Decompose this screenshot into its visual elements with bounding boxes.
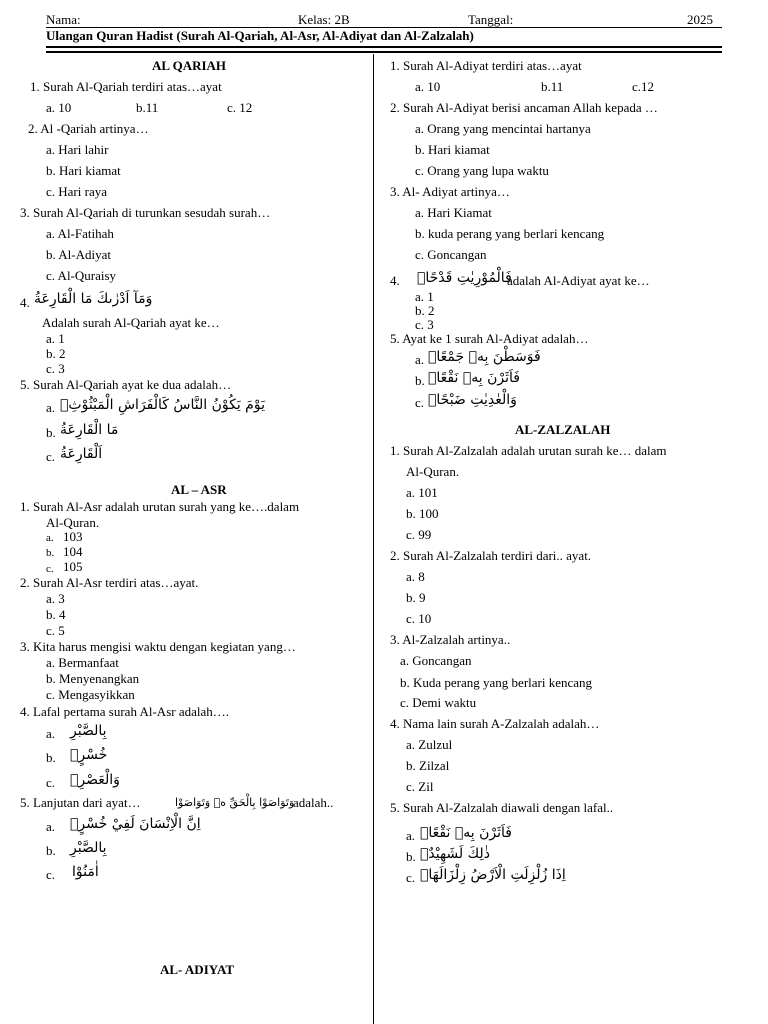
question: 3. Al-Zalzalah artinya.. bbox=[390, 632, 511, 647]
section-title-asr: AL – ASR bbox=[171, 482, 227, 497]
arabic-verse: وَمَآ اَدْرٰىكَ مَا الْقَارِعَةُ bbox=[34, 291, 153, 307]
option-letter: c. bbox=[415, 395, 425, 410]
arabic-option: مَا الْقَارِعَةُ bbox=[60, 422, 119, 438]
option-letter: c. bbox=[46, 563, 54, 575]
question: 1. Surah Al-Asr adalah urutan surah yang ke….dalam bbox=[20, 499, 300, 514]
option: b.11 bbox=[136, 100, 159, 115]
arabic-option: اِنَّ الْاِنْسَانَ لَفِيْ خُسْرٍۙ bbox=[70, 816, 201, 832]
option: b. 2 bbox=[415, 303, 435, 318]
option: b. Zilzal bbox=[406, 758, 450, 773]
arabic-option: وَالْعَصْرِۙ bbox=[70, 772, 120, 788]
option: c. Orang yang lupa waktu bbox=[415, 163, 549, 178]
section-title-adiyat: AL- ADIYAT bbox=[160, 962, 235, 977]
option: a. Goncangan bbox=[400, 653, 472, 668]
arabic-option: فَوَسَطْنَ بِهٖ جَمْعًاۙ bbox=[428, 349, 541, 365]
option: a. Bermanfaat bbox=[46, 655, 119, 670]
arabic-option: خُسْرٍۙ bbox=[70, 747, 108, 763]
question: 3. Kita harus mengisi waktu dengan kegiatan yang… bbox=[20, 639, 296, 654]
option: b. Menyenangkan bbox=[46, 671, 140, 686]
option: a. 3 bbox=[46, 591, 65, 606]
option: b. 2 bbox=[46, 346, 66, 361]
option-letter: c. bbox=[46, 449, 56, 464]
arabic-option: ذٰلِكَ لَشَهِيْدٌۚ bbox=[420, 846, 490, 862]
question: 3. Al- Adiyat artinya… bbox=[390, 184, 510, 199]
arabic-option: يَوْمَ يَكُوْنُ النَّاسُ كَالْفَرَاشِ الْمَبْثُوْثِۙ bbox=[60, 397, 265, 413]
arabic-option: وَالْعٰدِيٰتِ ضَبْحًاۙ bbox=[428, 392, 517, 408]
arabic-option: بِالصَّبْرِ bbox=[70, 840, 107, 856]
option: c. 5 bbox=[46, 623, 65, 638]
option: b. 9 bbox=[406, 590, 426, 605]
question: adalah Al-Adiyat ayat ke… bbox=[507, 273, 650, 288]
column-divider bbox=[373, 54, 374, 1024]
question: 2. Surah Al-Zalzalah terdiri dari.. ayat. bbox=[390, 548, 592, 563]
question: 4. Lafal pertama surah Al-Asr adalah…. bbox=[20, 704, 230, 719]
option-letter: a. bbox=[406, 828, 416, 843]
question-number: 4. bbox=[20, 295, 30, 310]
section-title-zalzalah: AL-ZALZALAH bbox=[515, 422, 611, 437]
option: a. 10 bbox=[415, 79, 441, 94]
question: 2. Al -Qariah artinya… bbox=[28, 121, 149, 136]
option: c. Demi waktu bbox=[400, 695, 477, 710]
option-letter: a. bbox=[46, 400, 56, 415]
nama-label: Nama: bbox=[46, 12, 81, 27]
option: a. Zulzul bbox=[406, 737, 453, 752]
kelas-label: Kelas: 2B bbox=[298, 12, 350, 27]
question-continued: Al-Quran. bbox=[46, 515, 100, 530]
option-letter: b. bbox=[415, 373, 425, 388]
option: 105 bbox=[63, 559, 83, 574]
option-letter: b. bbox=[46, 843, 56, 858]
question: Adalah surah Al-Qariah ayat ke… bbox=[42, 315, 220, 330]
option: 104 bbox=[63, 544, 83, 559]
option-letter: b. bbox=[46, 425, 56, 440]
option: c. Al-Quraisy bbox=[46, 268, 117, 283]
option: c. 10 bbox=[406, 611, 432, 626]
question-continued: Al-Quran. bbox=[406, 464, 460, 479]
question: 5. Surah Al-Qariah ayat ke dua adalah… bbox=[20, 377, 232, 392]
option: b. 4 bbox=[46, 607, 66, 622]
option: b. Hari kiamat bbox=[415, 142, 490, 157]
option: c. Zil bbox=[406, 779, 434, 794]
option: b. 100 bbox=[406, 506, 439, 521]
tanggal-label: Tanggal: bbox=[468, 12, 514, 27]
arabic-option: اَلْقَارِعَةُ bbox=[60, 446, 103, 462]
question-number: 4. bbox=[390, 273, 400, 288]
option: a. 8 bbox=[406, 569, 425, 584]
option-letter: a. bbox=[46, 726, 56, 741]
question: 3. Surah Al-Qariah di turunkan sesudah surah… bbox=[20, 205, 271, 220]
question: 5. Lanjutan dari ayat… bbox=[20, 795, 141, 810]
section-title-qariah: AL QARIAH bbox=[152, 58, 227, 73]
arabic-option: اِذَا زُلْزِلَتِ الْاَرْضُ زِلْزَالَهَاۙ bbox=[420, 867, 566, 883]
title-rule-2 bbox=[46, 51, 722, 53]
year-label: 2025 bbox=[687, 12, 713, 27]
option-letter: c. bbox=[46, 775, 56, 790]
option-letter: c. bbox=[46, 867, 56, 882]
option-letter: b. bbox=[406, 849, 416, 864]
option: b. Kuda perang yang berlari kencang bbox=[400, 675, 593, 690]
option: a. Al-Fatihah bbox=[46, 226, 114, 241]
option: a. 1 bbox=[415, 289, 434, 304]
option: c. Mengasyikkan bbox=[46, 687, 135, 702]
question: 1. Surah Al-Adiyat terdiri atas…ayat bbox=[390, 58, 582, 73]
option: b. Hari kiamat bbox=[46, 163, 121, 178]
arabic-option: بِالصَّبْرِ bbox=[70, 723, 107, 739]
arabic-verse: وَتَوَاصَوْا بِالْحَقِّ ەۙ وَتَوَاصَوْا bbox=[175, 796, 295, 809]
arabic-option: فَاَثَرْنَ بِهٖ نَقْعًاۙ bbox=[420, 825, 512, 841]
question: 2. Surah Al-Adiyat berisi ancaman Allah kepada … bbox=[390, 100, 658, 115]
option-letter: a. bbox=[415, 352, 425, 367]
option: a. Orang yang mencintai hartanya bbox=[415, 121, 591, 136]
option: c. 99 bbox=[406, 527, 432, 542]
option-letter: a. bbox=[46, 532, 54, 544]
option: b.11 bbox=[541, 79, 564, 94]
option: c. Hari raya bbox=[46, 184, 107, 199]
option-letter: a. bbox=[46, 819, 56, 834]
option: a. Hari Kiamat bbox=[415, 205, 492, 220]
title-rule-1 bbox=[46, 46, 722, 48]
question: 2. Surah Al-Asr terdiri atas…ayat. bbox=[20, 575, 199, 590]
option: a. 101 bbox=[406, 485, 438, 500]
option: c. Goncangan bbox=[415, 247, 487, 262]
worksheet-title: Ulangan Quran Hadist (Surah Al-Qariah, Al-Asr, Al-Adiyat dan Al-Zalzalah) bbox=[46, 28, 474, 43]
arabic-option: اٰمَنُوْا bbox=[72, 864, 99, 880]
option: b. kuda perang yang berlari kencang bbox=[415, 226, 605, 241]
question: 1. Surah Al-Qariah terdiri atas…ayat bbox=[30, 79, 222, 94]
option: b. Al-Adiyat bbox=[46, 247, 111, 262]
option: c. 3 bbox=[46, 361, 65, 376]
option: c.12 bbox=[632, 79, 655, 94]
worksheet-header bbox=[46, 12, 720, 28]
option: c. 3 bbox=[415, 317, 434, 332]
arabic-option: فَاَثَرْنَ بِهٖ نَقْعًاۙ bbox=[428, 370, 520, 386]
question-suffix: adalah.. bbox=[293, 795, 334, 810]
question: 4. Nama lain surah A-Zalzalah adalah… bbox=[390, 716, 600, 731]
question: 5. Surah Al-Zalzalah diawali dengan lafal.. bbox=[390, 800, 614, 815]
option-letter: b. bbox=[46, 750, 56, 765]
option-letter: b. bbox=[46, 547, 55, 559]
question: 1. Surah Al-Zalzalah adalah urutan surah ke… dalam bbox=[390, 443, 667, 458]
option: a. Hari lahir bbox=[46, 142, 109, 157]
option-letter: c. bbox=[406, 870, 416, 885]
option: 103 bbox=[63, 529, 83, 544]
option: a. 1 bbox=[46, 331, 65, 346]
option: c. 12 bbox=[227, 100, 253, 115]
option: a. 10 bbox=[46, 100, 72, 115]
question: 5. Ayat ke 1 surah Al-Adiyat adalah… bbox=[390, 331, 589, 346]
arabic-verse: فَالْمُوْرِيٰتِ قَدْحًاۙ bbox=[417, 270, 512, 286]
